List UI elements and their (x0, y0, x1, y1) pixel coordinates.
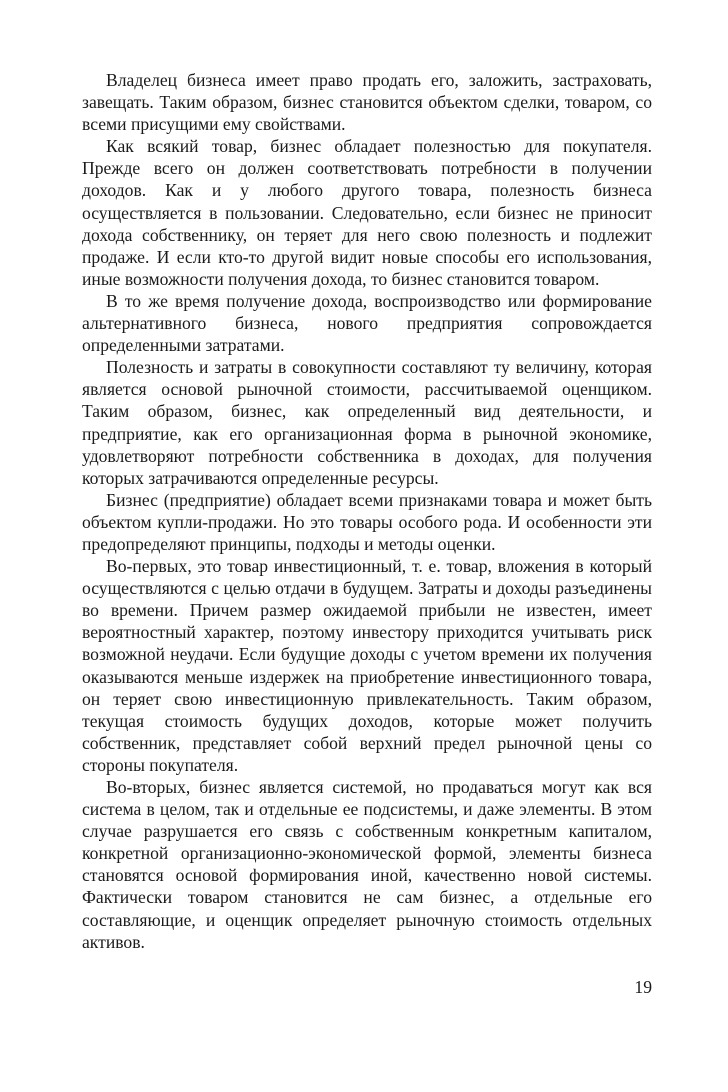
paragraph-3: В то же время получение дохода, воспроизводство или формирование альтернативного бизнеса, нового предприятия сопровождается определенными затратами. (82, 290, 652, 356)
paragraph-5: Бизнес (предприятие) обладает всеми признаками товара и может быть объектом купли-продажи. Но это товары особого рода. И особенности эти предопределяют принципы, подходы и методы оценки. (82, 489, 652, 554)
paragraph-2: Как всякий товар, бизнес обладает полезностью для покупателя. Прежде всего он должен соответствовать потребности в получении доходов. Как и у любого другого товара, полезность бизнеса осуществляется в пользовании. Следовательно, если бизнес не приносит дохода собственнику, он теряет для него свою полезность и подлежит продаже. И если кто-то другой видит новые способы его использования, иные возможности получения дохода, то бизнес становится товаром. (82, 136, 652, 289)
paragraph-4: Полезность и затраты в совокупности составляют ту величину, которая является основой рыночной стоимости, рассчитываемой оценщиком. Таким образом, бизнес, как определенный вид деятельности, и предприятие, как его организационная форма в рыночной экономике, удовлетворяют потребности собственника в доходах, для получения которых затрачиваются определенные ресурсы. (82, 357, 652, 488)
paragraph-6: Во-первых, это товар инвестиционный, т. е. товар, вложения в который осуществляются с целью отдачи в будущем. Затраты и доходы разъединены во времени. Причем размер ожидаемой прибыли не известен, имеет вероятностный характер, поэтому инвестору приходится учитывать риск возможной неудачи. Если будущие доходы с учетом времени их получения оказываются меньше издержек на приобретение инвестиционного товара, он теряет свою инвестиционную привлекательность. Таким образом, текущая стоимость будущих доходов, которые может получить собственник, представляет собой верхний предел рыночной цены со стороны покупателя. (82, 556, 652, 775)
paragraph-1: Владелец бизнеса имеет право продать его, заложить, застраховать, завещать. Таким образом, бизнес становится объектом сделки, товаром, со всеми присущими ему свойствами. (82, 70, 652, 135)
page-number: 19 (634, 977, 652, 997)
body-text (82, 69, 652, 953)
paragraph-7: Во-вторых, бизнес является системой, но продаваться могут как вся система в целом, так и отдельные ее подсистемы, и даже элементы. В этом случае разрушается его связь с собственным конкретным капиталом, конкретной организационно-экономической формой, элементы бизнеса становятся основой формирования иной, качественно новой системы. Фактически товаром становится не сам бизнес, а отдельные его составляющие, и оценщик определяет рыночную стоимость отдельных активов. (82, 777, 652, 952)
